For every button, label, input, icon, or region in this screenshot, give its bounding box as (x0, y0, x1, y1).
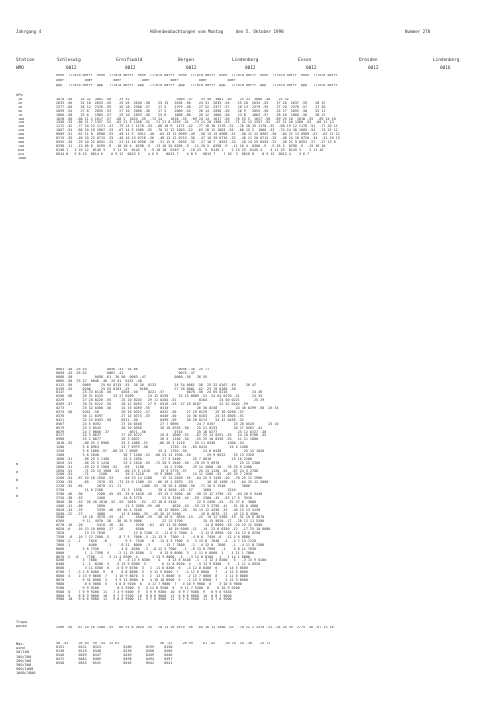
side-letter: b (16, 478, 19, 482)
column-header-ppp: ppp TTTdTd ddfff ppp TTTdTd ddfff ppp TTTdTd ddfff ppp TTTdTd ddfff ppp TTTdTd ddfff ppp TTTdTd ddfff ppp TTTdTd ddfff (56, 84, 338, 87)
wmo-id: 0016 (440, 66, 451, 71)
pressure-level: 50 (18, 109, 23, 113)
wmo-id: 0012 (186, 66, 197, 71)
station-name: Schleswig (57, 58, 81, 63)
pressure-level: 10 (18, 98, 23, 101)
tropopause-label: Tropo- pause (16, 620, 29, 629)
side-letter: a (16, 470, 19, 474)
pressure-unit-label: hPa (16, 93, 23, 97)
station-name: Lindenberg (433, 58, 460, 63)
pressure-level: 200 (18, 125, 25, 129)
pressure-level: 1000 (18, 156, 27, 160)
maxwind-rows: 50 -43 26 63 49 -44 25 61 56 -41 26 99 61 -42 20 70 54 -38 25 71 0151 0121 0324 0186 0199 0130 0130 0119 0348 0238 0268 0266 0446 0449 0447 0449 0449 0446 0472 0482 0489 0498 0494 0497 0540 0543 0541 0545 0542 0541 (56, 642, 271, 665)
column-header-oder: oder oder oder oder oder oder oder (56, 79, 236, 82)
standard-levels-table: 3078 -50 24 32 3081 -50 25 32 3085 -47 25 40 3081 -50 25 33 3086 -48 25 32 2633 -56 24 10 2633 -55 25 26 2640 -56 25 15 2636 -56 24 31 2635 -56 25 20 2633 -53 27 20 2637 -55 28 32 2377 -60 28 12 2376 -59 26 18 2380 -57 27 5 2379 -58 27 22 2377 -57 26 13 2379 -55 27 20 2376 -57 27 20 2059 -54 27 8 2055 -53 27 10 2060 -56 27 5 2060 -54 26 14 2056 -56 26 9 2055 -56 25 17 2055 -58 25 11 1866 -58 33 6 1865 -57 25 10 1853 -56 25 6 1868 -60 26 12 1866 -56 23 8 1863 -57 28 16 1868 -58 28 12 1620 -56 -68 11 2 1617 -57 -68 2 1624 -55 -74 24 1618 -55 -69 24 14 1617 -56 -76 25 5 1627 -56 -69 25 10 1618 -55 -69 24 10 1358 -53 -66 21 7 1357 -52 -62 21 9 1358 -52 -71 21 8 1359 -51 -73 21 20 1360 -53 -71 21 12 1357 -52 -67 21 10 1360 -53 -66 21 13 1172 -42 -77 10 12 1171 -41 -79 14 7 1170 -53 -68 18 9 1171 -42 -77 18 10 1170 -51 -76 10 15 1170 -52 -68 19 12 1178 -51 -77 20 11 1007 -54 -68 10 19 1007 -53 -67 14 9 1005 -55 -70 12 12 1003 -52 -63 18 12 1003 -54 -66 15 2 1006 -53 -74 24 40 1005 -54 -74 25 12 0909 -51 -62 11 8 0908 -53 -58 11 3 0911 -48 -64 13 12 0909 -49 -58 13 15 0908 -51 -58 12 12 0907 -50 -64 21 13 0909 -51 -62 11 12 0715 -35 -48 10 23 0715 -33 -46 10 15 0716 -36 -48 12 12 0719 -36 -47 10 20 0716 -32 -46 11 20 0712 -33 -48 24 10 0720 -34 -41 10 13 0555 -26 -29 10 21 0552 -25 -21 11 10 0556 -26 -31 15 8 0555 -32 -27 16 7 0553 -24 -28 14 25 0553 -22 -28 21 9 0553 -27 -27 13 8 0298 -11 -13 05 8 0299 -9 -10 10 4 0298 -9 -13 16 20 0285 -9 -11 20 5 0298 -9 -11 16 4 0300 -9 -9 26 5 0298 -9 -15 16 10 0146 1 1 10 12 0145 3 3 11 25 0144 3 -9 10 18 0149 2 -10 23 5 0145 1 2 14 15 0145 4 4 11 25 0145 3 3 11 16 0014 8 5 8 15 0014 6 6 9 12 0013 5 4 6 9 0013 7 4 8 5 0015 7 7 18 3 0016 8 8 9 12 0013 4 3 6 7 (56, 98, 340, 156)
pressure-level: 400 (18, 137, 25, 140)
pressure-level: 300 (18, 133, 25, 137)
wmo-label: WMO (16, 66, 24, 71)
volume-label: Jahrgang 4 (16, 29, 42, 34)
pressure-level: 925 (18, 152, 25, 156)
maxwind-label: Max. wind 50/100 100/200 200/300 300/500 500/1000 1000/2000 (16, 642, 36, 676)
side-letter: d (16, 494, 19, 498)
station-name: Bergen (178, 58, 194, 63)
tropopause-row: 2560 -56 -67 10 16 2580 -55 -66 25 8 2620 -55 -70 13 10 2670 -56 -64 16 11 2580 -55 -70 12 2 2470 -53 -54 26 39 2775 -56 -67 25 16 (56, 626, 334, 629)
wmo-id: 0012 (125, 66, 136, 71)
document-title: Höhenbeobachtungen vom Montag den 5. Oktober 1998 (150, 29, 284, 34)
wmo-id: 0012 (245, 66, 256, 71)
pressure-level: 20 (18, 101, 23, 105)
station-name: Essen (298, 58, 312, 63)
pressure-level: 30 (18, 105, 23, 109)
issue-number: Nummer 278 (405, 29, 431, 34)
pressure-level: 70 (18, 113, 23, 117)
side-letter: m (16, 462, 19, 466)
significant-levels-table: 0063 -40 26 54 0056 -41 26 66 0056 -38 25 71 0050 -43 26 62 0062 -41 0075 -47 0088 -50 0058 -61 26 56 0063 -47 0060 -50 26 55 0085 -58 25 27 0046 -48 25 61 0151 -48 0112 -50 0069 25 64 0115 -55 26 26 0133 24 34 0061 -58 25 32 0107 -49 26 47 0139 -55 0106 25 55 0163 -55 0186 27 28 0081 -62 25 70 0166 -58 0147 25 33 0110 -56 0204 -56 0221 -57 0070 -56 24 65 0215 24 36 0200 -56 26 31 0129 25 27 0209 24 12 0256 25 15 0089 -51 24 64 0270 -51 24 34 0229 27 28 0226 -55 25 20 0245 29 11 0284 -51 0104 24 50 0221 25 29 0269 -57 26 31 0122 -55 26 12 0263 27 9 0316 -53 27 25 0107 22 52 0244 -59 0273 25 32 0300 -58 24 19 0269 -55 0410 26 30 0248 24 40 0299 -58 26 34 0374 -50 0341 -58 20 16 0322 -57 0422 -50 27 19 0129 25 30 0296 -57 0376 30 11 0397 27 14 0373 -53 0446 -50 24 30 0163 24 33 0305 -51 0421 32 15 0453 -50 0511 -50 0499 -59 28 20 0174 24 42 0436 -52 0567 24 5 0492 27 10 0540 27 7 0696 24 7 0197 25 28 0520 25 10 0579 25 3 0543 26 10 0556 26 10 0703 -50 25 21 0233 26 27 0562 -42 0679 24 7 0600 -37 0671 -56 0743 25 10 0277 25 12 0727 -46 0727 24 3 0637 27 10 0722 25 8 1000 -53 -67 25 14 0291 -53 24 10 0768 -45 0900 25 2 0877 26 3 0837 26 3 1140 -54 -55 25 10 0336 -53 21 21 1000 1010 -52 -60 25 2 0968 25 3 1000 -51 -66 26 5 1210 25 11 0336 1300 -54 1200 3 6 0964 23 7 0979 -56 1730 -51 -64 0414 24 5 1500 1250 3 6 1000 -57 -68 25 7 0985 25 4 1750 -56 24 6 0438 25 15 1840 1360 3 6 1040 26 7 1200 -51 -66 25 14 1930 -54 25 9 0522 25 13 2320 1600 -51 -56 25 5 1160 25 5 1050 27 5 2400 25 7 0616 25 10 2200 1820 -51 -56 25 5 1410 23 5 1620 -55 -72 20 3 2640 -50 -76 25 9 0970 25 12 2300 2000 -51 -59 22 9 1900 -52 -65 1100 24 2 2700 25 11 1000 -58 -76 25 9 2400 2050 -51 -71 25 13 1900 -52 -60 23 5 1210 19 9 2770 -57 25 13 1120 -54 -67 24 5 2700 2200 -51 -71 2100 20 5 1210 19 9 2800 -55 14 11 1260 -52 -62 25 7 2910 2260 -54 -67 10 18 1950 -53 -64 23 14 1280 15 12 2820 -55 -64 25 9 1430 -50 -70 25 12 2980 2250 -55 -65 1970 -55 -73 25 6 1300 -52 -66 19 2 2870 -53 16 18 1490 -51 -64 25 12 3000 2720 -55 -65 2070 -51 -71 1400 -53 -70 20 4 2880 -56 -71 10 5 1540 3000 2750 11 6 2180 13 3 1530 20 4 3010 -45 -57 1660 3120 3700 -46 -56 2280 -45 -55 25 6 1620 -43 -53 25 2 3050 -46 -50 13 12 1790 -52 -64 26 5 3440 3720 -38 -53 2400 14 8 1770 22 6 3240 -44 -59 2300 -45 -55 17 5 3510 3840 -38 -53 26 20 2810 -52 -59 2010 -52 -57 18 6 3420 22 5 2450 -44 -52 27 6 3680 4400 -41 -68 2890 11 3 2080 -55 -68 4020 -43 -55 13 5 2750 -41 -51 20 6 4000 5020 -34 -29 3330 -46 -59 10 4 3100 20 12 5050 -28 -34 14 12 4430 -29 -40 15 13 4130 5030 -22 -27 4080 11 8 4000 -35 -45 20 13 5280 18 8 4670 -22 -42 13 8 4500 5500 10 18 4570 -29 -42 4500 -29 -38 15 8 5650 -15 -22 19 12 5300 -19 -31 19 8 4870 6260 9 11 4970 -30 -38 10 9 5000 22 13 5700 15 15 5810 -17 -28 13 11 5200 6270 -16 -28 5410 -16 -30 5290 -61 -63 11 20 6000 14 8 6090 -18 -24 23 12 5500 6820 -6 -16 13 10 6090 -17 -28 6500 18 10 6560 -11 -14 22 6 6350 -12 -17 25 10 6000 7020 13 13 7030 13 8 7100 -2 -11 8 9 7000 1 -3 13 8 6950 -10 -14 13 8 6250 7350 -6 -10 7 12 7000 -5 -8 7 5 7000 -5 -11 13 9 7300 1 -4 8 8 7450 -6 -12 4 6 6880 7800 -2 -1 7010 -6 9 5 7540 -6 -12 4 3 7500 4 3 13 8 7640 -5 -4 7 13 7220 7860 -1 6480 -1 -9 21 8000 -3 13 7 7800 -2 -4 12 8 7800 -1 -4 11 8 7580 8000 3 6 7330 4 0 8200 -3 -8 12 5 7900 -1 -6 13 8 7960 -1 4 8 11 7650 8000 1 -1 7390 4 -2 11 15 8300 1 0 13 8 8000 3 -1 11 6 8000 1 -1 11 1 7800 8070 -2 -8 7700 -1 -3 11 4 8300 4 1 13 9 8000 4 -3 12 8 8100 1 1 14 1 8000 8200 3 7880 6 -5 13 5 8300 4 4 13 8 8100 -1 -3 12 3 8200 5 -3 13 9 8100 8400 1 -1 8200 4 -3 13 9 8500 3 6 12 8 8200 4 -5 13 9 8300 5 -1 11 4 8320 8600 3 11 8300 6 -5 8 9 8700 3 1 11 8 8300 6 -4 12 8 8400 6 -4 14 5 8500 8700 7 -3 1 8 8400 9 0 8 8 8800 3 5 12 9 8400 7 -4 12 6 8600 7 -1 13 5 8600 8800 4 2 13 9 8600 7 1 10 9 8870 5 2 13 5 8600 6 -2 13 7 8800 8 1 11 6 8800 8870 9 31 8900 3 5 9 13 8980 6 4 10 10 8900 5 -2 13 9 8900 7 3 12 9 8900 9000 8 6 9000 5 4 8 8 9100 6 4 11 7 9000 7 4 10 9 9000 6 3 10 8 9000 9200 9 9 9100 8 5 9300 9 5 12 8 9200 9 6 11 7 9200 8 6 10 9 9100 9500 8 7 9 9 9200 11 7 4 9 9400 9 5 9 9 9300 10 8 9 7 9400 9 6 9 6 9340 9800 9 8 8 9 9600 10 9 7 9 9700 10 8 8 8 9600 11 8 8 6 9600 10 8 8 7 9600 9900 10 9 6 6 9900 11 9 6 6 9900 11 9 7 6 9900 11 9 7 6 9900 11 9 7 6 9900 (56, 368, 279, 602)
station-name: Greifswald (116, 58, 143, 63)
station-name: Lindenberg (232, 58, 259, 63)
side-letter: c (16, 486, 19, 490)
wmo-id: 0012 (66, 66, 77, 71)
column-header: hhhh TTTdTd ddfff hhhh TTTdTd ddfff hhhh TTTdTd ddfff hhhh TTTdTd ddfff hhhh TTTdTd ddfff hhhh TTTdTd ddfff hhhh TTTdTd ddfff (56, 74, 338, 77)
station-label: Station (16, 58, 35, 63)
pressure-level: 700 (18, 144, 25, 148)
pressure-level: 250 (18, 129, 25, 133)
pressure-level: 500 (18, 140, 25, 144)
wmo-id: 0012 (368, 66, 379, 71)
pressure-level: 100 (18, 117, 25, 121)
pressure-level: 150 (18, 121, 25, 125)
wmo-id: 0012 (306, 66, 317, 71)
pressure-level: 850 (18, 148, 25, 152)
station-name: Dresden (359, 58, 378, 63)
